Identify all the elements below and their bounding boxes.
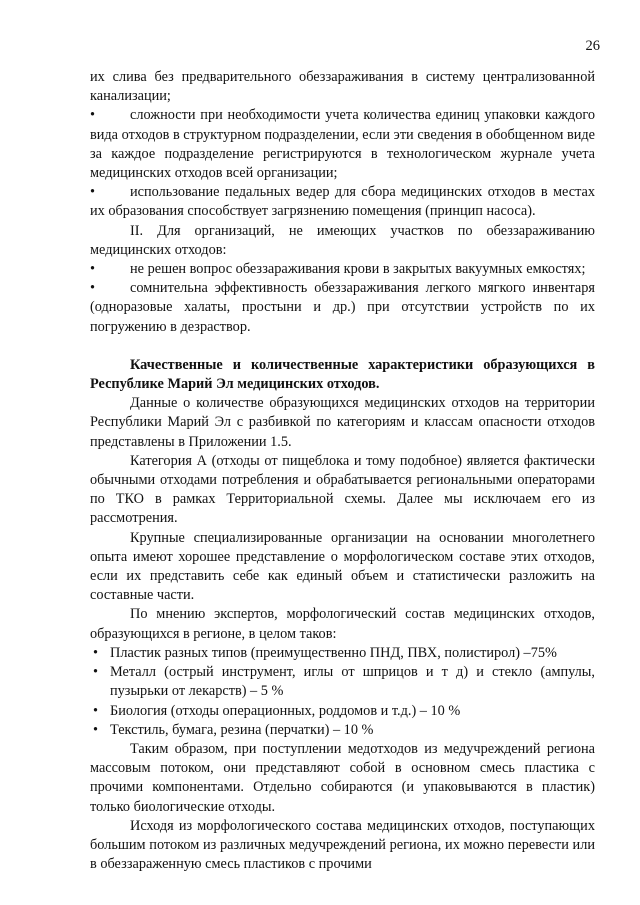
bullet-icon: • [90,261,96,278]
list-item-text: Пластик разных типов (преимущественно ПНД, ПВХ, полистирол) –75% [110,644,557,661]
list-item-text: использование педальных ведер для сбора медицинских отходов в местах их образования способствует загрязнению помещения (принцип насоса). [90,184,595,220]
list-item-text: не решен вопрос обеззараживания крови в закрытых вакуумных емкостях; [130,261,586,278]
continued-paragraph: их слива без предварительного обеззараживания в систему централизованной канализации; [90,69,595,105]
list-item [90,663,595,701]
paragraph: По мнению экспертов, морфологический состав медицинских отходов, образующихся в регионе, в целом таков: [90,606,595,642]
list-item-text: сомнительна эффективность обеззараживания легкого мягкого инвентаря (одноразовые халаты, простыни и др.) при отсутствии устройств по их погружению в дезраствор. [90,280,595,335]
bullet-icon: • [90,184,96,201]
paragraph: Данные о количестве образующихся медицинских отходов на территории Республики Марий Эл с разбивкой по категориям и классам опасности отходов представлены в Приложении 1.5. [90,395,595,450]
bullet-icon: • [93,664,99,681]
list-item [90,183,595,221]
document-body [90,68,595,874]
list-item-text: Биология (отходы операционных, роддомов и т.д.) – 10 % [110,702,461,719]
paragraph: Таким образом, при поступлении медотходов из медучреждений региона массовым потоком, они представляют собой в основном смесь пластика с прочими компонентами. Отдельно собираются (и упаковываются в пластик) только биологические отходы. [90,740,595,815]
section-ii-paragraph: II. Для организаций, не имеющих участков по обеззараживанию медицинских отходов: [90,222,595,258]
bullet-icon: • [93,702,99,719]
list-item-text: Текстиль, бумага, резина (перчатки) – 10 % [110,721,374,738]
section-heading: Качественные и количественные характеристики образующихся в Республике Марий Эл медицинских отходов. [90,356,595,393]
list-item [90,106,595,183]
bullet-icon: • [90,107,96,124]
composition-list [90,644,595,740]
list-item [90,260,595,279]
page-number: 26 [585,38,600,54]
paragraph: Исходя из морфологического состава медицинских отходов, поступающих большим потоком из различных медучреждений региона, их можно перевести или в обеззараженную смесь пластиков с прочими [90,817,595,873]
paragraph: Категория А (отходы от пищеблока и тому подобное) является фактически обычными отходами потребления и обрабатывается региональными операторами по ТКО в рамках Территориальной схемы. Далее мы исключаем его из рассмотрения. [90,452,595,527]
list-item-text: Металл (острый инструмент, иглы от шприцов и т д) и стекло (ампулы, пузырьки от лекарств) – 5 % [110,664,595,700]
bullet-icon: • [93,644,99,661]
bullet-icon: • [93,721,99,738]
list-item [90,644,595,663]
list-item [90,279,595,337]
list-item-text: сложности при необходимости учета количества единиц упаковки каждого вида отходов в структурном подразделении, если эти сведения в обобщенном виде за каждое подразделение регистрируются в технологическом журнале учета медицинских отходов всей организации; [90,107,595,182]
paragraph: Крупные специализированные организации на основании многолетнего опыта имеют хорошее представление о морфологическом составе этих отходов, если их представить себе как единый объем и статистически разложить на составные части. [90,529,595,604]
list-item [90,702,595,721]
bullet-icon: • [90,280,96,297]
list-item [90,721,595,740]
